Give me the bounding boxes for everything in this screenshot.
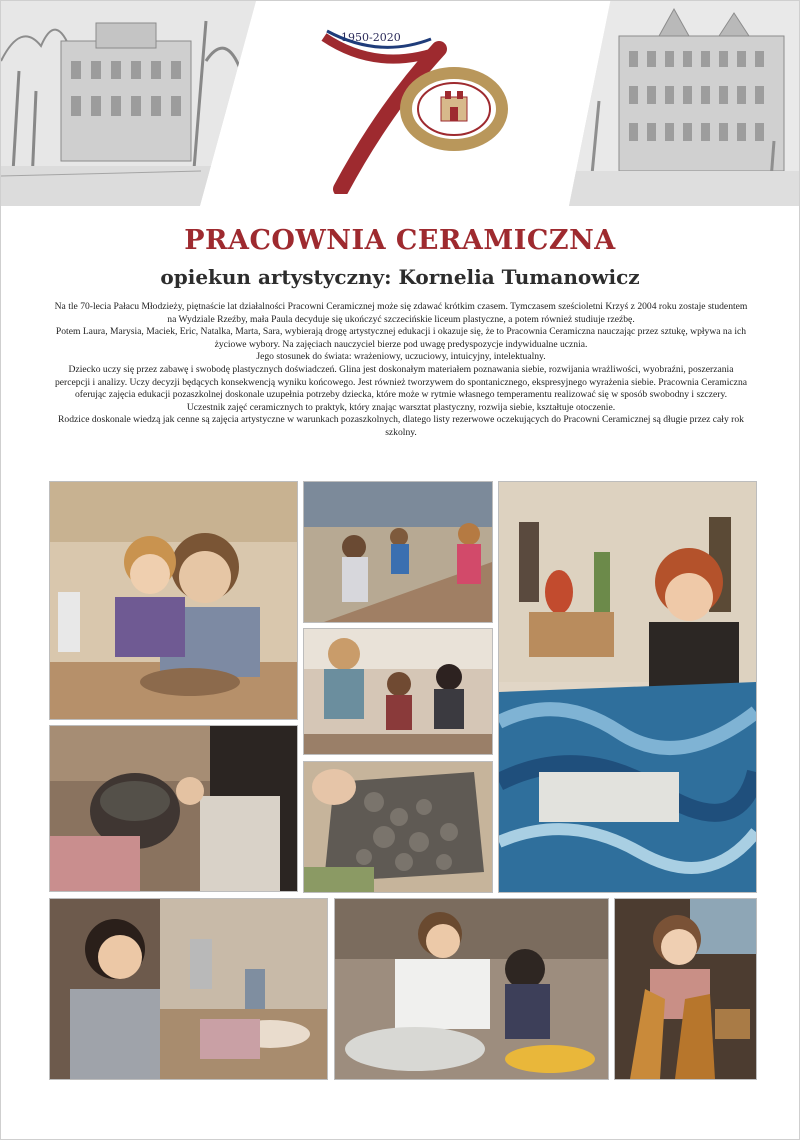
photo-girl-with-clay-figures bbox=[614, 898, 757, 1080]
logo-seven-stroke bbox=[341, 49, 439, 189]
photo-girl-at-pottery-wheel bbox=[334, 898, 609, 1080]
paragraph: Dziecko uczy się przez zabawę i swobodę plastycznych doświadczeń. Glina jest doskonałym materiałem poznawania siebie, rozwijania wrażliwości, wyobraźni, poszerzania percepcji i analizy. Uczy decyzji będących konsekwencją wyniku końcowego. Jest również tworzywem do spontanicznego, ekspresyjnego wyrażenia siebie. Pracownia Ceramiczna oferując zajęcia edukacji pozaszkolnej doskonale uzupełnia potrzeby dziecka, które może w rytmie własnego temperamentu realizować się w sposób swobodny i szczery. bbox=[55, 363, 747, 401]
anniversary-logo bbox=[319, 19, 519, 194]
palace-crest-icon bbox=[441, 91, 467, 121]
photo-teacher-with-ceramic-mosaic bbox=[498, 481, 757, 893]
historic-palace-sketch bbox=[1, 1, 256, 206]
photo-children-at-workshop-table bbox=[303, 481, 493, 623]
paragraph: Na tle 70-lecia Pałacu Młodzieży, piętnaście lat działalności Pracowni Ceramicznej może się zdawać krótkim czasem. Tymczasem sześcioletni Krzyś z 2004 roku zostaje studentem na Wydziale Rzeźby, mała Paula decyduje się ukończyć szczecińskie liceum plastyczne, a potem również studiuje rzeźbę. bbox=[54, 301, 748, 325]
photo-clay-relief-closeup bbox=[303, 761, 493, 893]
description-text bbox=[53, 301, 749, 440]
paragraph: Rodzice doskonale wiedzą jak cenne są zajęcia artystyczne w warunkach pozaszkolnych, dlatego listy rezerwowe oczekujących do Pracowni Ceramicznej są długie przez cały rok szkolny. bbox=[58, 414, 744, 438]
photo-smiling-girl-with-clay bbox=[49, 898, 328, 1080]
page-subtitle: opiekun artystyczny: Kornelia Tumanowicz bbox=[160, 265, 640, 289]
photo-girls-working-with-teacher bbox=[303, 628, 493, 755]
paragraph: Jego stosunek do świata: wrażeniowy, uczuciowy, intuicyjny, intelektualny. bbox=[256, 351, 546, 363]
paragraph: Potem Laura, Marysia, Maciek, Eric, Natalka, Marta, Sara, wybierają drogę artystycznej edukacji i okazuje się, że to Pracownia Ceramiczna nauczając przez sztukę, wpływa na ich życiowe wybory. Na zajęciach nauczyciel bierze pod uwagę predyspozycje indywidualne ucznia. bbox=[55, 326, 747, 350]
paragraph: Uczestnik zajęć ceramicznych to praktyk, który znając warsztat plastyczny, rozwija siebie, kształtuje otoczenie. bbox=[186, 401, 616, 413]
photo-two-boys-modeling-clay bbox=[49, 481, 298, 720]
page-title: PRACOWNIA CERAMICZNA bbox=[184, 225, 616, 256]
historic-school-building-sketch bbox=[569, 1, 799, 206]
header-banner bbox=[1, 1, 799, 206]
photo-girl-shaping-clay-vessel bbox=[49, 725, 298, 892]
logo-years-label: 1950-2020 bbox=[341, 31, 401, 44]
